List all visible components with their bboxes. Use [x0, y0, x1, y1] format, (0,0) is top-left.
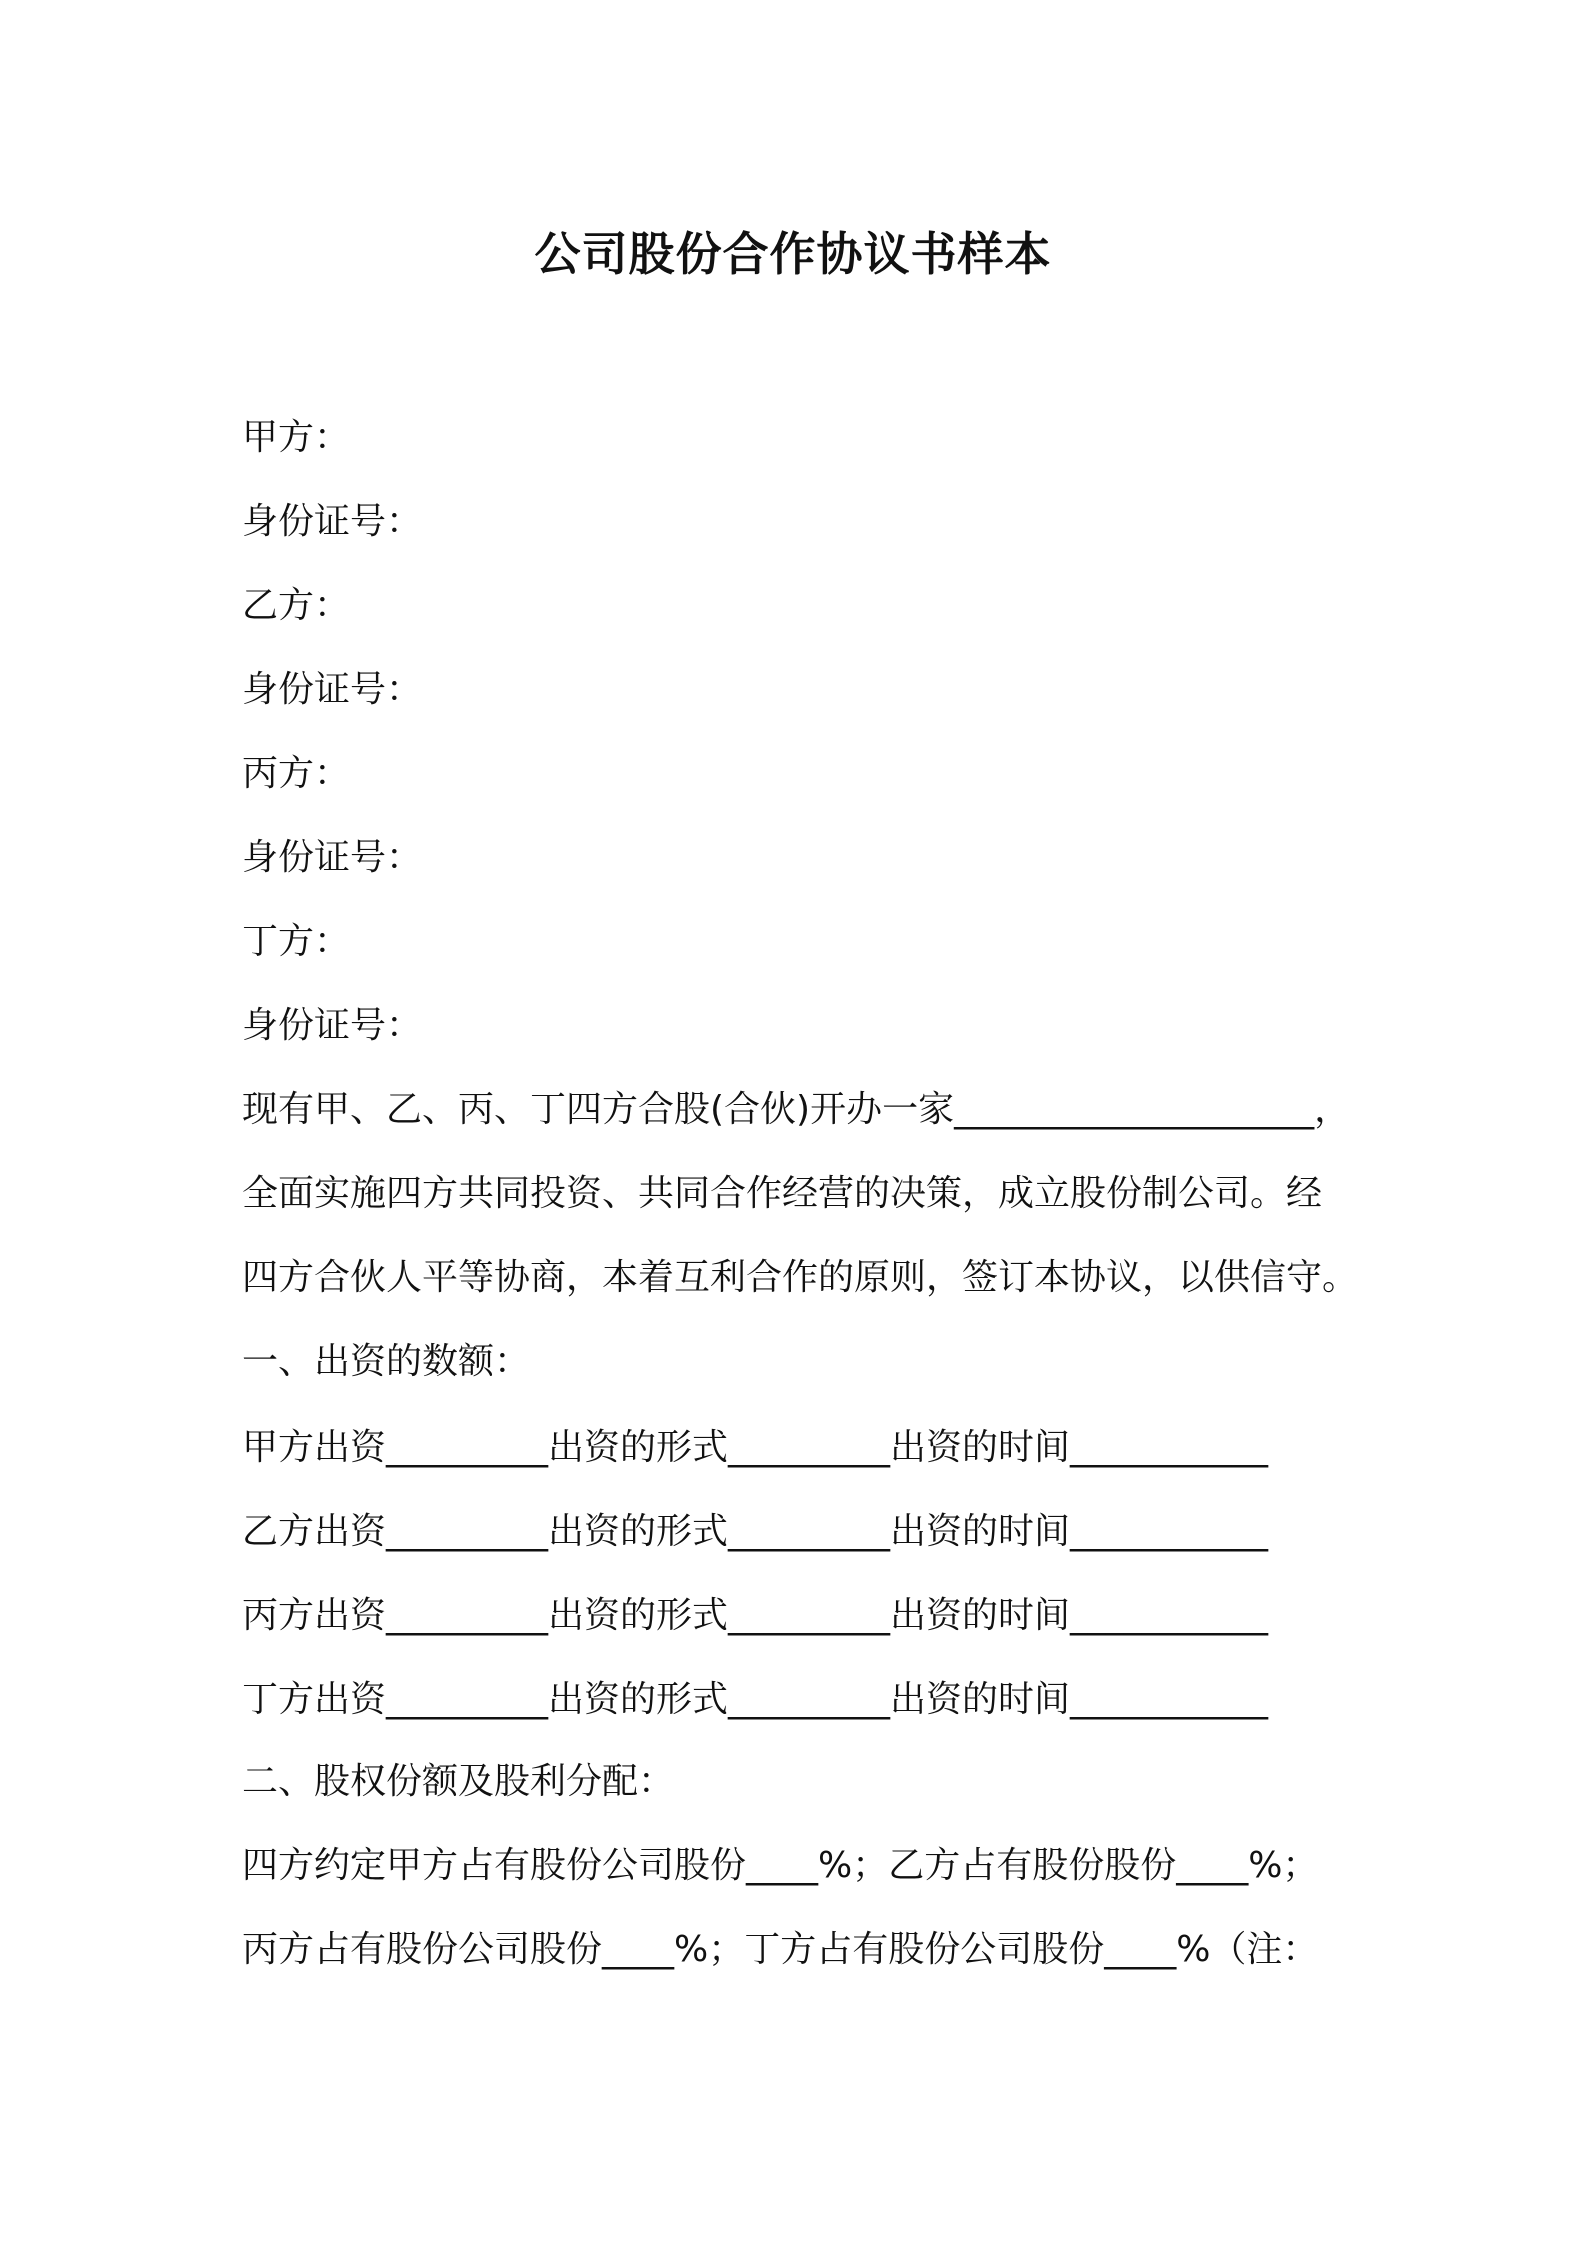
share-line: 四方约定甲方占有股份公司股份____%；乙方占有股份股份____%；: [242, 1845, 1319, 1886]
party-d-id-label: 身份证号：: [242, 1005, 423, 1046]
party-c-label: 丙方：: [242, 753, 351, 794]
party-c-id-label: 身份证号：: [242, 837, 423, 878]
contribution-row-b: 乙方出资_________出资的形式_________出资的时间___________: [242, 1511, 1269, 1552]
party-a-id-label: 身份证号：: [242, 501, 423, 542]
party-b-id-label: 身份证号：: [242, 669, 423, 710]
section-2-heading: 二、股权份额及股利分配：: [242, 1761, 675, 1802]
party-d-label: 丁方：: [242, 921, 351, 962]
contribution-row-c: 丙方出资_________出资的形式_________出资的时间___________: [242, 1595, 1269, 1636]
intro-line: 四方合伙人平等协商，本着互利合作的原则，签订本协议，以供信守。: [242, 1257, 1359, 1298]
intro-line: 全面实施四方共同投资、共同合作经营的决策，成立股份制公司。经: [242, 1173, 1323, 1214]
contribution-row-a: 甲方出资_________出资的形式_________出资的时间___________: [242, 1427, 1269, 1468]
party-a-label: 甲方：: [242, 417, 351, 458]
contribution-row-d: 丁方出资_________出资的形式_________出资的时间___________: [242, 1679, 1269, 1720]
party-b-label: 乙方：: [242, 585, 351, 626]
intro-line: 现有甲、乙、丙、丁四方合股(合伙)开办一家____________________，: [242, 1089, 1351, 1130]
share-line: 丙方占有股份公司股份____%；丁方占有股份公司股份____%（注：: [242, 1929, 1319, 1970]
document-title: 公司股份合作协议书样本: [534, 227, 1052, 281]
section-1-heading: 一、出资的数额：: [242, 1341, 531, 1382]
